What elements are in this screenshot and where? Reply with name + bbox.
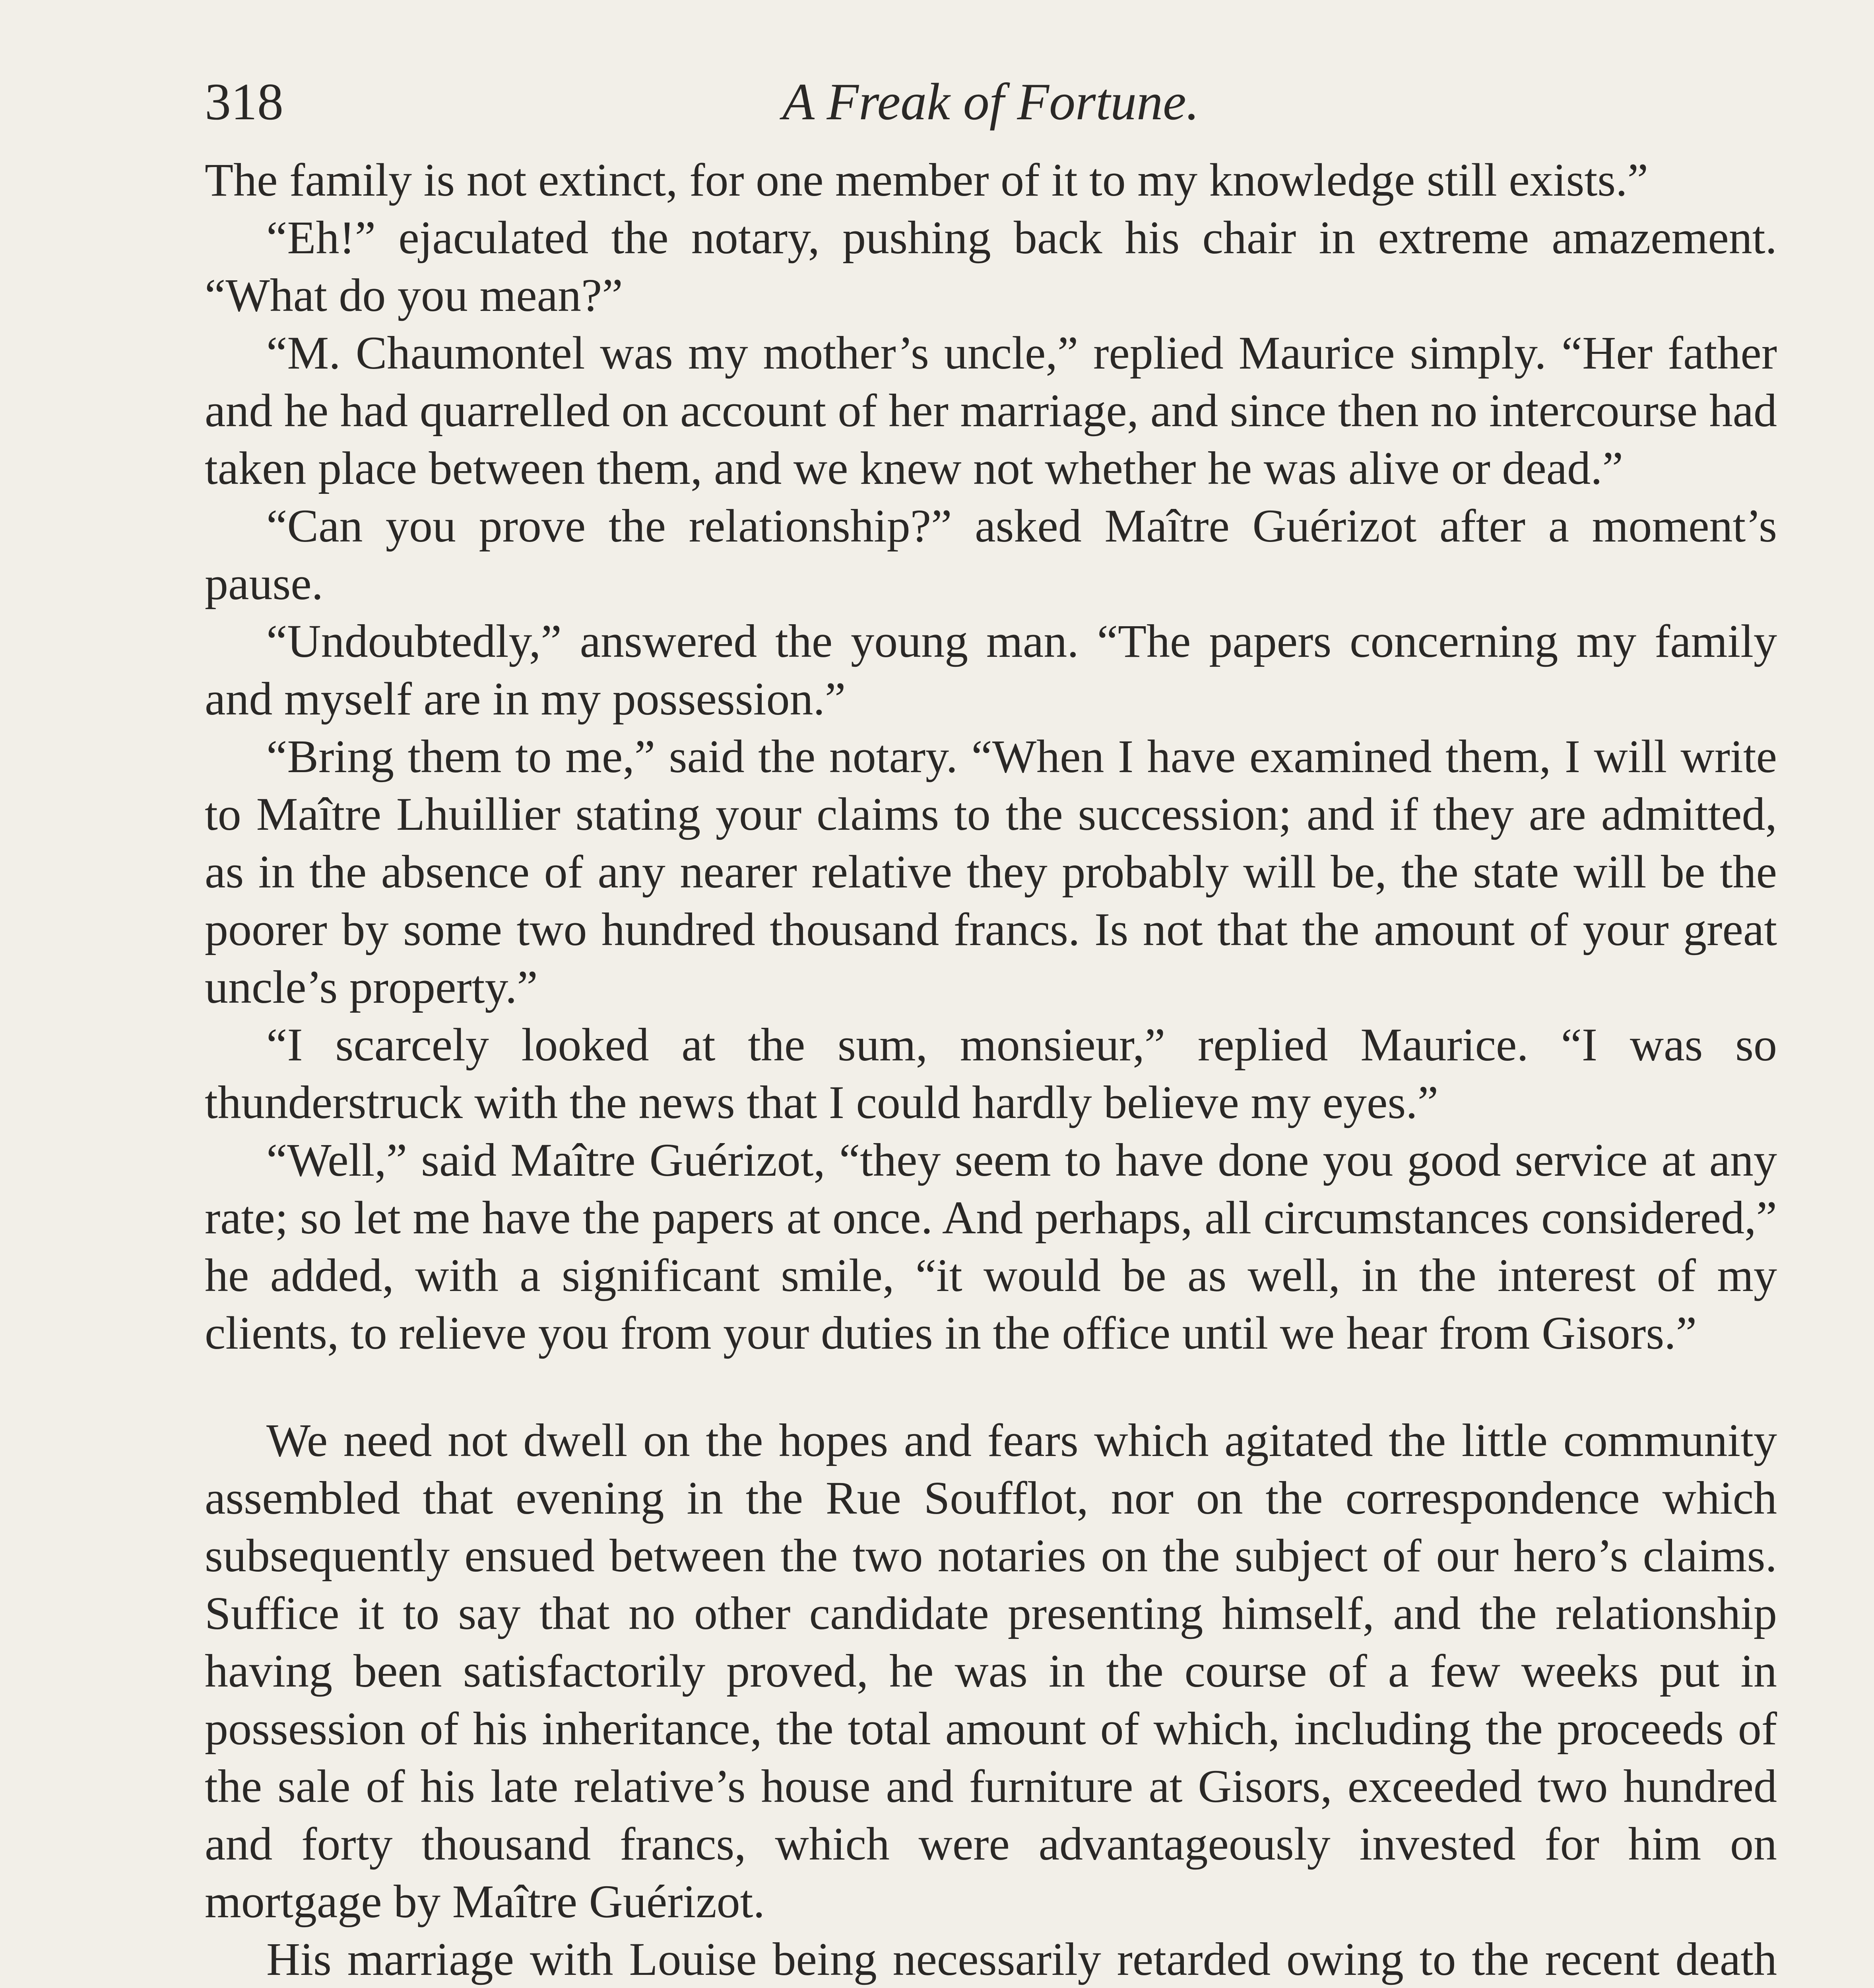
- paragraph: “Undoubtedly,” answered the young man. “The papers concerning my family and myself are in my possession.”: [205, 615, 1777, 725]
- paragraph: “M. Chaumontel was my mother’s uncle,” replied Maurice simply. “Her father and he had quarrelled on account of her marriage, and since then no intercourse had taken place between them, and we knew not whether he was alive or dead.”: [205, 327, 1777, 494]
- running-header: [205, 60, 1777, 151]
- paragraph: “Well,” said Maître Guérizot, “they seem to have done you good service at any rate; so let me have the papers at once. And perhaps, all circumstances considered,” he added, with a significant smile, “it would be as well, in the interest of my clients, to relieve you from your duties in the office until we hear from Gisors.”: [205, 1134, 1777, 1359]
- paragraph: “Can you prove the relationship?” asked Maître Guérizot after a moment’s pause.: [205, 500, 1777, 610]
- paragraph: The family is not extinct, for one member of it to my knowledge still exists.”: [205, 154, 1649, 206]
- book-page: [205, 60, 1777, 1988]
- paragraph: His marriage with Louise being necessarily retarded owing to the recent death: [266, 1933, 1777, 1985]
- paragraph: “Bring them to me,” said the notary. “When I have examined them, I will write to Maître Lhuillier stating your claims to the succession; and if they are admitted, as in the absence of any nearer relative they probably will be, the state will be the poorer by some two hundred thousand francs. Is not that the amount of your great uncle’s property.”: [205, 730, 1777, 1013]
- body-text: [205, 151, 1777, 1988]
- paragraph: We need not dwell on the hopes and fears which agitated the little community assembled that evening in the Rue Soufflot, nor on the correspondence which subsequently ensued between the two notaries on the subject of our hero’s claims. Suffice it to say that no other candidate presenting himself, and the relationship having been satisfactorily proved, he was in the course of a few weeks put in possession of his inheritance, the total amount of which, including the proceeds of the sale of his late relative’s house and furniture at Gisors, exceeded two hundred and forty thousand francs, which were advantageously invested for him on mortgage by Maître Guérizot.: [205, 1414, 1777, 1928]
- paragraph: “Eh!” ejaculated the notary, pushing back his chair in extreme amazement. “What do you mean?”: [205, 212, 1777, 321]
- page-number: 318: [205, 72, 283, 131]
- running-title: A Freak of Fortune.: [782, 72, 1199, 131]
- paragraph: “I scarcely looked at the sum, monsieur,” replied Maurice. “I was so thunderstruck with the news that I could hardly believe my eyes.”: [205, 1019, 1777, 1128]
